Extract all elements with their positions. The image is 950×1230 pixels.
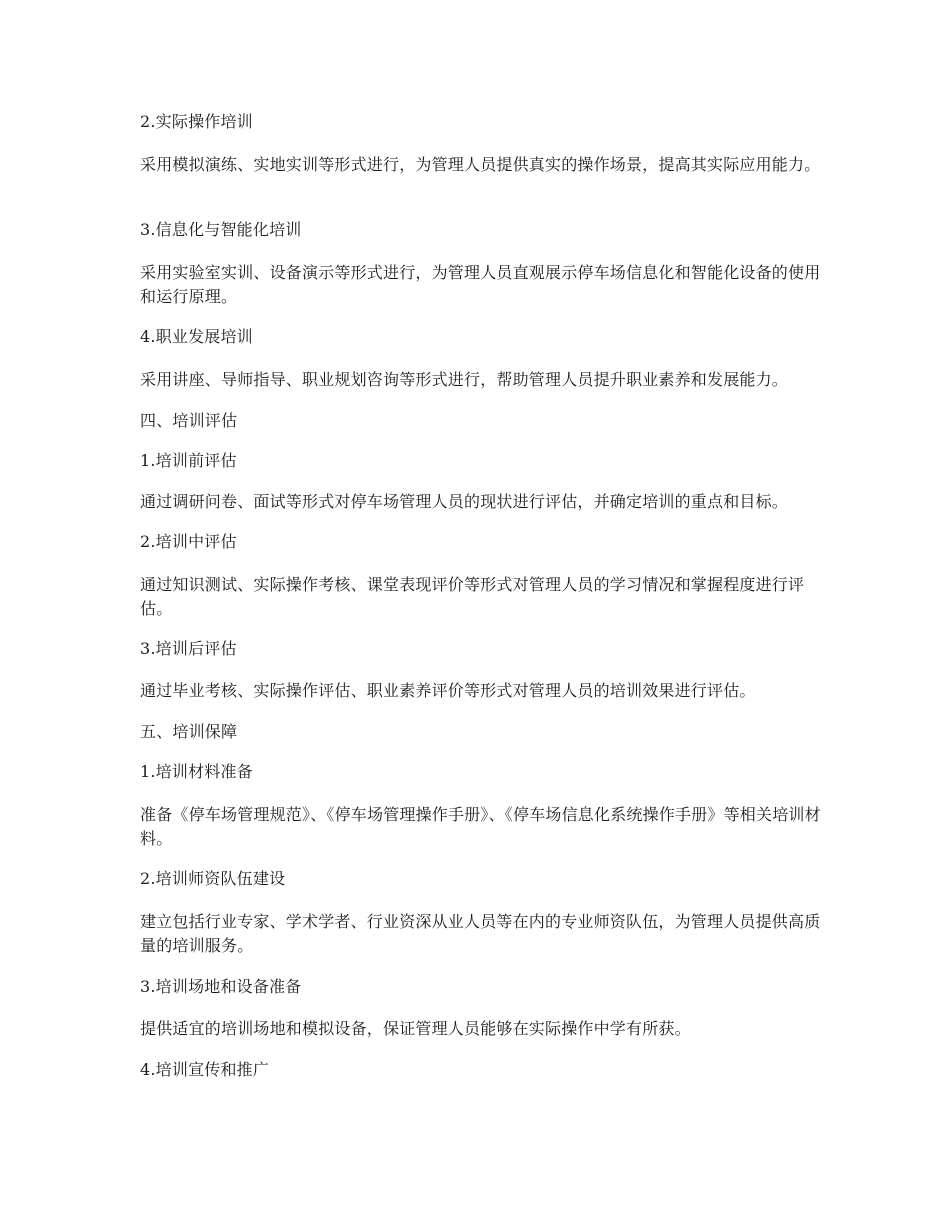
heading-pre-evaluation: 1.培训前评估 bbox=[140, 451, 237, 470]
heading-post-evaluation: 3.培训后评估 bbox=[140, 639, 237, 658]
heading-venue: 3.培训场地和设备准备 bbox=[140, 977, 302, 996]
heading-faculty: 2.培训师资队伍建设 bbox=[140, 869, 286, 888]
heading-promotion: 4.培训宣传和推广 bbox=[140, 1060, 270, 1079]
heading-materials: 1.培训材料准备 bbox=[140, 762, 253, 781]
heading-mid-evaluation: 2.培训中评估 bbox=[140, 532, 237, 551]
section-heading-guarantee: 五、培训保障 bbox=[140, 722, 238, 741]
paragraph-post-evaluation: 通过毕业考核、实际操作评估、职业素养评价等形式对管理人员的培训效果进行评估。 bbox=[140, 681, 756, 700]
heading-it-training: 3.信息化与智能化培训 bbox=[140, 220, 302, 239]
paragraph-practical-training: 采用模拟演练、实地实训等形式进行，为管理人员提供真实的操作场景，提高其实际应用能力。 bbox=[140, 155, 821, 174]
paragraph-materials: 准备《停车场管理规范》、《停车场管理操作手册》、《停车场信息化系统操作手册》等相关培训材料。 bbox=[140, 805, 821, 848]
paragraph-faculty: 建立包括行业专家、学术学者、行业资深从业人员等在内的专业师资队伍，为管理人员提供高质量的培训服务。 bbox=[140, 912, 821, 955]
paragraph-pre-evaluation: 通过调研问卷、面试等形式对停车场管理人员的现状进行评估，并确定培训的重点和目标。 bbox=[140, 492, 789, 511]
heading-practical-training: 2.实际操作培训 bbox=[140, 112, 253, 131]
paragraph-mid-evaluation: 通过知识测试、实际操作考核、课堂表现评价等形式对管理人员的学习情况和掌握程度进行评估。 bbox=[140, 575, 805, 618]
heading-career-training: 4.职业发展培训 bbox=[140, 327, 253, 346]
paragraph-it-training: 采用实验室实训、设备演示等形式进行，为管理人员直观展示停车场信息化和智能化设备的使用和运行原理。 bbox=[140, 263, 821, 306]
paragraph-venue: 提供适宜的培训场地和模拟设备，保证管理人员能够在实际操作中学有所获。 bbox=[140, 1019, 691, 1038]
paragraph-career-training: 采用讲座、导师指导、职业规划咨询等形式进行，帮助管理人员提升职业素养和发展能力。 bbox=[140, 370, 789, 389]
section-heading-evaluation: 四、培训评估 bbox=[140, 411, 238, 430]
